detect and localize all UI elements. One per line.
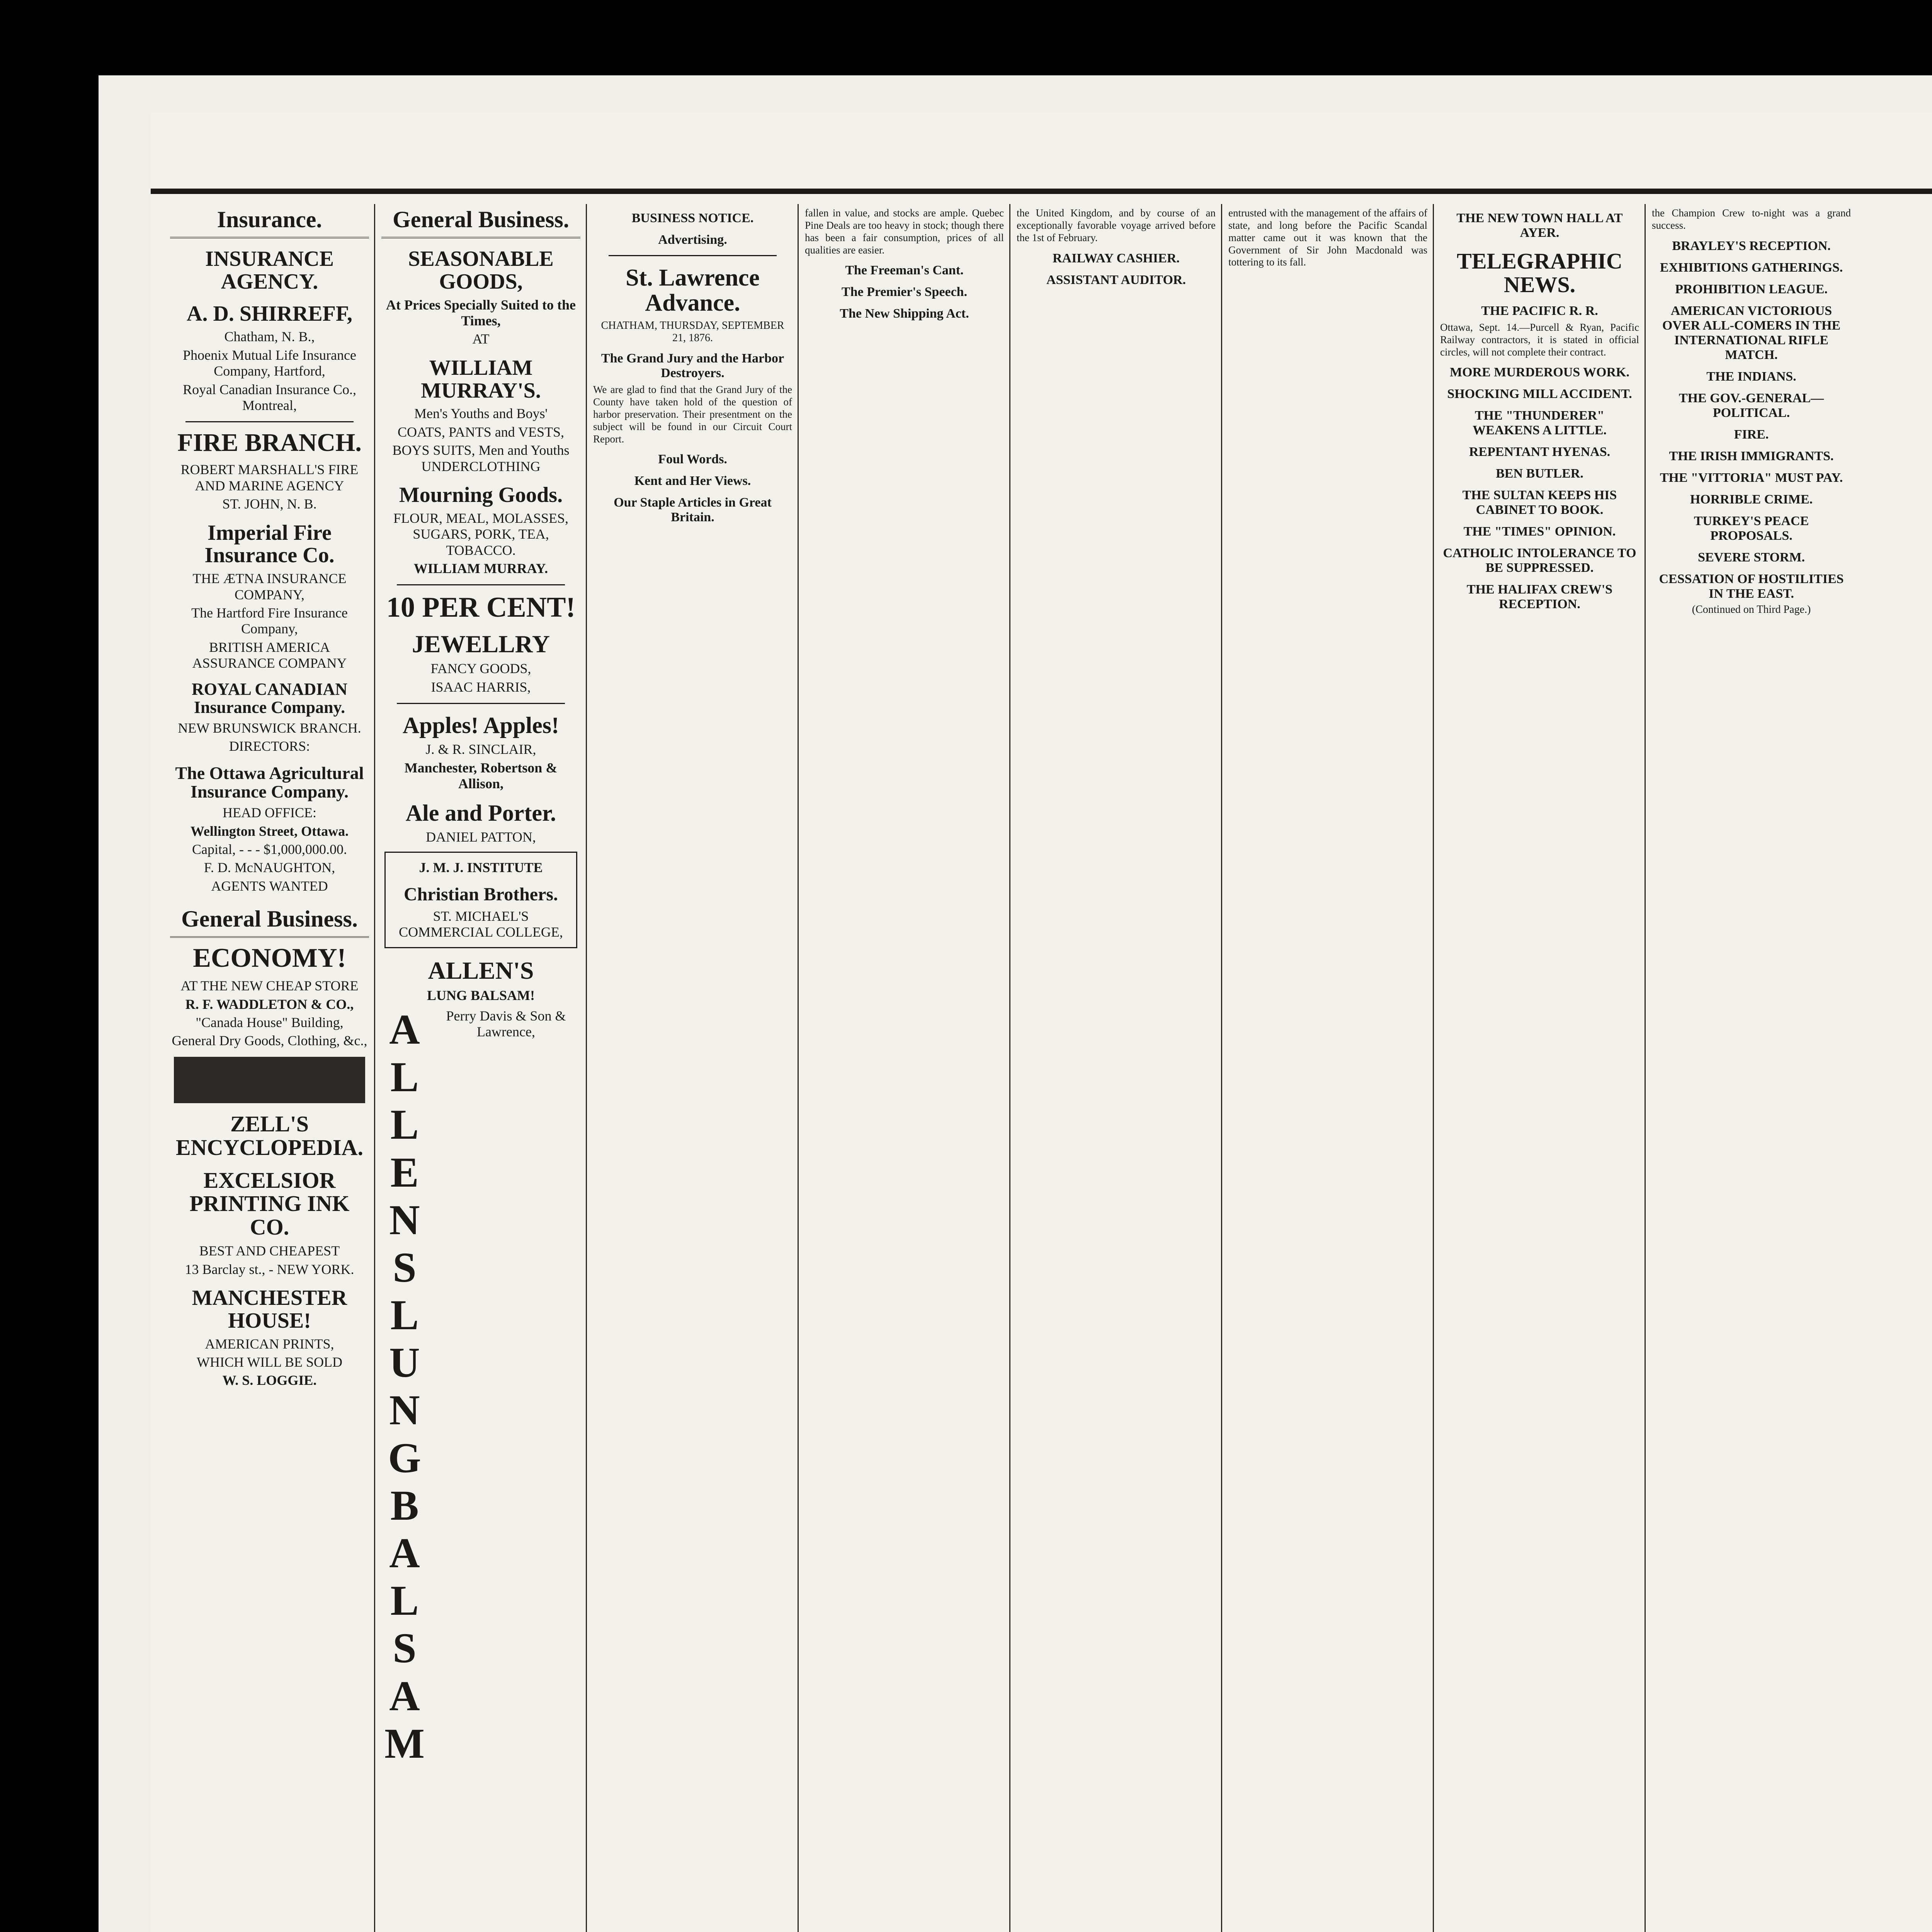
vertical-letter: S xyxy=(393,1243,417,1291)
column-divider xyxy=(798,204,799,1932)
vertical-letter: L xyxy=(390,1053,419,1101)
murray-signature: WILLIAM MURRAY. xyxy=(413,560,548,576)
agent-place: Chatham, N. B., xyxy=(224,329,315,345)
times-opinion-head: THE "TIMES" OPINION. xyxy=(1463,524,1616,539)
manchester-robertson: Manchester, Robertson & Allison, xyxy=(404,760,558,792)
sinclair: J. & R. SINCLAIR, xyxy=(425,742,536,757)
ben-butler-head: BEN BUTLER. xyxy=(1496,466,1583,481)
waddleton: R. F. WADDLETON & CO., xyxy=(185,996,354,1012)
vertical-letter: L xyxy=(390,1291,419,1339)
general-dry-goods: General Dry Goods, Clothing, &c., xyxy=(172,1033,367,1049)
section-general-business: General Business. xyxy=(170,903,369,938)
divider-rule xyxy=(397,703,565,704)
exhibitions-head: EXHIBITIONS GATHERINGS. xyxy=(1660,260,1843,275)
new-cheap-store: AT THE NEW CHEAP STORE xyxy=(180,978,359,994)
foul-words-head: Foul Words. xyxy=(658,452,727,467)
which-will-be-sold: WHICH WILL BE SOLD xyxy=(197,1354,342,1370)
column-divider xyxy=(1221,204,1222,1932)
royal-canadian: Royal Canadian Insurance Co., Montreal, xyxy=(183,381,356,413)
robert-marshall-agency: ROBERT MARSHALL'S FIRE AND MARINE AGENCY xyxy=(180,462,359,493)
severe-storm-head: SEVERE STORM. xyxy=(1697,550,1805,565)
thunderer-head: THE "THUNDERER" WEAKENS A LITTLE. xyxy=(1473,408,1607,438)
vertical-letter: N xyxy=(389,1196,420,1243)
aetna: THE ÆTNA INSURANCE COMPANY, xyxy=(192,571,347,602)
ottawa-agricultural: The Ottawa Agricultural Insurance Company. xyxy=(175,763,364,801)
col6-text: entrusted with the management of the affairs of state, and long before the Pacific Scandal matter came out it was known that the Government of Sir John Macdonald was tottering to its fall. xyxy=(1228,207,1427,268)
vertical-letter: A xyxy=(389,1672,420,1719)
col4-text: fallen in value, and stocks are ample. Quebec Pine Deals are too heavy in stock; though there has been a fair consumption, prices of all qualities are easier. xyxy=(805,207,1004,256)
fire-branch: FIRE BRANCH. xyxy=(177,429,362,457)
zells-encyclopedia: ZELL'S ENCYCLOPEDIA. xyxy=(176,1111,363,1160)
column-5 xyxy=(1017,204,1216,1932)
section-title-general-business: General Business. xyxy=(381,204,580,238)
column-6 xyxy=(1228,204,1427,1932)
balsam-testimonial xyxy=(432,1006,580,1767)
vertical-letter: A xyxy=(389,1529,420,1577)
kent-views-head: Kent and Her Views. xyxy=(634,474,751,488)
new-shipping-act-head: The New Shipping Act. xyxy=(840,306,969,321)
address-new-york: 13 Barclay st., - NEW YORK. xyxy=(185,1261,354,1277)
fancy-goods: FANCY GOODS, xyxy=(430,661,531,677)
jmj-institute: J. M. J. INSTITUTE xyxy=(419,859,543,875)
jewellry: JEWELLRY xyxy=(412,630,550,658)
premiers-speech-head: The Premier's Speech. xyxy=(841,285,968,299)
vertical-letter: G xyxy=(388,1434,421,1481)
printed-ad-block xyxy=(174,1057,365,1103)
continued-note: (Continued on Third Page.) xyxy=(1692,603,1811,616)
column-divider xyxy=(586,204,587,1932)
newspaper-masthead: St. Lawrence Advance. xyxy=(626,265,760,316)
lung-balsam: LUNG BALSAM! xyxy=(427,987,535,1003)
column-2 xyxy=(381,204,580,1932)
vertical-letter: L xyxy=(390,1577,419,1624)
institute-ad xyxy=(384,852,577,949)
imperial-fire: Imperial Fire Insurance Co. xyxy=(204,520,335,568)
william-murrays: WILLIAM MURRAY'S. xyxy=(421,355,541,403)
column-8 xyxy=(1652,204,1851,1932)
american-prints: AMERICAN PRINTS, xyxy=(205,1336,334,1352)
newspaper-page xyxy=(151,113,1932,1932)
column-divider xyxy=(374,204,375,1932)
vertical-letter: A xyxy=(389,1005,420,1053)
prohibition-head: PROHIBITION LEAGUE. xyxy=(1675,282,1828,296)
vertical-letter: L xyxy=(390,1101,419,1148)
fire-head: FIRE. xyxy=(1734,427,1769,442)
agents-wanted: AGENTS WANTED xyxy=(211,878,328,894)
irish-immigrants-head: THE IRISH IMMIGRANTS. xyxy=(1669,449,1834,463)
cessation-head: CESSATION OF HOSTILITIES IN THE EAST. xyxy=(1659,571,1844,601)
halifax-crew-head: THE HALIFAX CREW'S RECEPTION. xyxy=(1466,582,1613,612)
assistant-auditor-head: ASSISTANT AUDITOR. xyxy=(1046,272,1186,287)
gov-general-head: THE GOV.-GENERAL—POLITICAL. xyxy=(1679,391,1824,420)
column-3 xyxy=(593,204,792,1932)
col7-text: Ottawa, Sept. 14.—Purcell & Ryan, Pacific Railway contractors, it is stated in official circles, will not complete their contract. xyxy=(1440,321,1639,358)
business-notice: BUSINESS NOTICE. xyxy=(631,211,754,225)
isaac-harris: ISAAC HARRIS, xyxy=(431,679,531,695)
vertical-letter: M xyxy=(384,1719,425,1767)
hartford-fire: The Hartford Fire Insurance Company, xyxy=(191,605,348,637)
turkey-peace-head: TURKEY'S PEACE PROPOSALS. xyxy=(1694,514,1809,543)
mens-youths: Men's Youths and Boys' xyxy=(414,406,548,422)
at-label: AT xyxy=(472,331,490,347)
christian-brothers: Christian Brothers. xyxy=(403,884,558,905)
vertical-letter: B xyxy=(390,1481,419,1529)
catholic-intolerance-head: CATHOLIC INTOLERANCE TO BE SUPPRESSED. xyxy=(1443,546,1636,575)
new-brunswick-branch: NEW BRUNSWICK BRANCH. xyxy=(178,720,361,736)
new-town-hall-head: THE NEW TOWN HALL AT AYER. xyxy=(1456,211,1623,240)
dateline: CHATHAM, THURSDAY, SEPTEMBER 21, 1876. xyxy=(601,320,784,344)
directors: DIRECTORS: xyxy=(229,738,310,754)
mill-accident-head: SHOCKING MILL ACCIDENT. xyxy=(1447,387,1632,401)
champion-crew-text: the Champion Crew to-night was a grand success. xyxy=(1652,207,1851,231)
st-michaels-college: ST. MICHAEL'S COMMERCIAL COLLEGE, xyxy=(399,908,563,940)
excelsior-printing-ink: EXCELSIOR PRINTING INK CO. xyxy=(189,1167,350,1240)
daniel-patton: DANIEL PATTON, xyxy=(426,829,536,845)
pacific-rr-head: THE PACIFIC R. R. xyxy=(1481,303,1598,318)
agent-mcnaughton: F. D. McNAUGHTON, xyxy=(204,860,335,876)
ten-per-cent: 10 PER CENT! xyxy=(386,592,576,624)
ale-and-porter: Ale and Porter. xyxy=(405,800,556,826)
vertical-letter: E xyxy=(390,1148,419,1196)
column-1 xyxy=(170,204,369,1932)
british-america: BRITISH AMERICA ASSURANCE COMPANY xyxy=(192,639,347,671)
divider-rule xyxy=(397,584,565,585)
rifle-match-head: AMERICAN VICTORIOUS OVER ALL-COMERS IN THE INTERNATIONAL RIFLE MATCH. xyxy=(1662,303,1841,362)
vittoria-head: THE "VITTORIA" MUST PAY. xyxy=(1660,470,1843,485)
economy: ECONOMY! xyxy=(193,943,346,973)
section-title-insurance: Insurance. xyxy=(170,204,369,238)
head-office: HEAD OFFICE: xyxy=(222,805,317,821)
mourning-goods: Mourning Goods. xyxy=(399,483,563,507)
column-divider xyxy=(1433,204,1434,1932)
w-s-loggie: W. S. LOGGIE. xyxy=(222,1372,317,1388)
canada-house: "Canada House" Building, xyxy=(196,1014,344,1030)
vertical-letter: S xyxy=(393,1624,417,1672)
railway-cashier-head: RAILWAY CASHIER. xyxy=(1053,251,1180,265)
groceries-list: FLOUR, MEAL, MOLASSES, SUGARS, PORK, TEA, TOBACCO. xyxy=(393,510,569,558)
best-cheapest: BEST AND CHEAPEST xyxy=(199,1243,340,1259)
indians-head: THE INDIANS. xyxy=(1706,369,1796,384)
perry-davis: Perry Davis & Son & Lawrence, xyxy=(446,1008,566,1040)
capital: Capital, - - - $1,000,000.00. xyxy=(192,841,347,857)
staple-articles-head: Our Staple Articles in Great Britain. xyxy=(614,495,772,525)
seasonable-goods: SEASONABLE GOODS, xyxy=(408,247,554,294)
wellington-street: Wellington Street, Ottawa. xyxy=(190,823,349,839)
manchester-house: MANCHESTER HOUSE! xyxy=(192,1286,347,1333)
royal-canadian-2: ROYAL CANADIAN Insurance Company. xyxy=(192,680,347,717)
murderous-work-head: MORE MURDEROUS WORK. xyxy=(1450,365,1629,380)
column-7 xyxy=(1440,204,1639,1932)
coats-pants-vests: COATS, PANTS and VESTS, xyxy=(397,424,565,440)
horrible-crime-head: HORRIBLE CRIME. xyxy=(1690,492,1813,507)
allens: ALLEN'S xyxy=(428,957,534,985)
freemans-cant-head: The Freeman's Cant. xyxy=(845,263,964,278)
apples: Apples! Apples! xyxy=(402,713,560,738)
agency-title: INSURANCE AGENCY. xyxy=(205,247,334,294)
divider-rule xyxy=(609,255,777,256)
column-divider xyxy=(1009,204,1010,1932)
repentant-hyenas-head: REPENTANT HYENAS. xyxy=(1469,445,1611,459)
agent-name: A. D. SHIRREFF, xyxy=(187,301,352,326)
advertising-head: Advertising. xyxy=(658,233,727,247)
prices-suited: At Prices Specially Suited to the Times, xyxy=(386,297,576,328)
column-divider xyxy=(1645,204,1646,1932)
col5-text: the United Kingdom, and by course of an exceptionally favorable voyage arrived before the 1st of February. xyxy=(1017,207,1216,243)
brayley-head: BRAYLEY'S RECEPTION. xyxy=(1672,238,1831,253)
grand-jury-head: The Grand Jury and the Harbor Destroyers. xyxy=(601,351,784,381)
column-4 xyxy=(805,204,1004,1932)
vertical-letter: N xyxy=(389,1386,420,1434)
vertical-letter: U xyxy=(389,1339,420,1386)
divider-rule xyxy=(185,421,354,422)
boys-suits: BOYS SUITS, Men and Youths UNDERCLOTHING xyxy=(392,442,570,474)
allens-lung-balsam-stack xyxy=(381,1006,580,1767)
lead-article-text: We are glad to find that the Grand Jury of the County have taken hold of the question of harbor preservation. Their presentment on the subject will be found in our Circuit Court Report. xyxy=(593,384,792,445)
top-rule xyxy=(151,189,1932,194)
phoenix-mutual: Phoenix Mutual Life Insurance Company, Hartford, xyxy=(183,347,356,379)
st-john: ST. JOHN, N. B. xyxy=(222,496,317,512)
sultan-head: THE SULTAN KEEPS HIS CABINET TO BOOK. xyxy=(1462,488,1617,517)
telegraphic-news: TELEGRAPHIC NEWS. xyxy=(1457,248,1622,297)
